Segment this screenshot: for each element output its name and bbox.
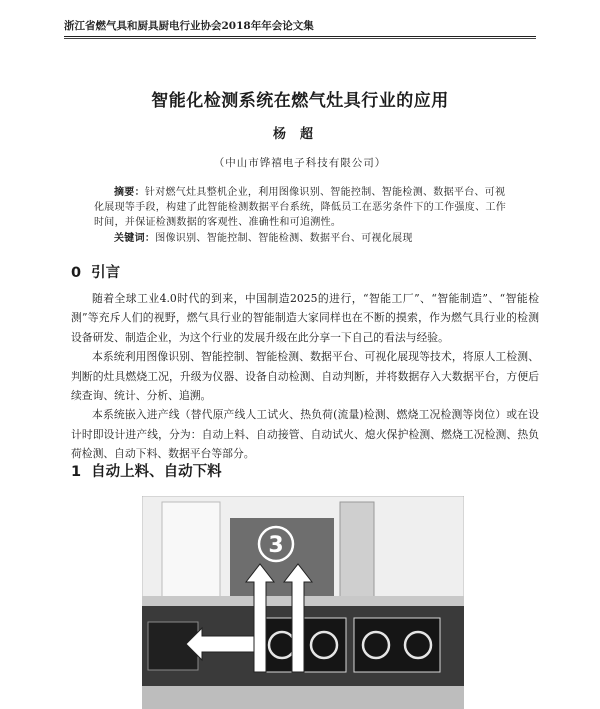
section-heading-0 (71, 261, 120, 282)
section-title: 引言 (91, 265, 121, 281)
keywords-label: 关键词： (114, 233, 156, 244)
section-0-body (71, 289, 539, 464)
section-number: 1 (71, 464, 82, 480)
figure-production-line-photo (142, 496, 464, 709)
abstract-label: 摘要： (114, 187, 145, 198)
paragraph: 本系统利用图像识别、智能控制、智能检测、数据平台、可视化展现等技术，将原人工检测、判断的灶具燃烧工况，升级为仪器、设备自动检测、自动判断，并将数据存入大数据平台，方便后续查询、统计、分析、追溯。 (71, 350, 539, 403)
paragraph: 本系统嵌入进产线（替代原产线人工试火、热负荷(流量)检测、燃烧工况检测等岗位）或在设计时即设计进产线，分为：自动上料、自动接管、自动试火、熄火保护检测、燃烧工况检测、热负荷检测、自动下料、数据平台等部分。 (71, 408, 539, 461)
author-affiliation: （中山市铧禧电子科技有限公司） (213, 157, 387, 169)
stove-unit (354, 618, 440, 672)
author-name: 杨超 (272, 127, 327, 142)
section-number: 0 (71, 265, 82, 281)
keywords (114, 231, 514, 246)
abstract-text: 针对燃气灶具整机企业，利用图像识别、智能控制、智能检测、数据平台、可视化展现等手段，构建了此智能检测数据平台系统，降低员工在恶劣条件下的工作强度、工作时间，并保证检测数据的客观性、准确性和可追溯性。 (94, 187, 506, 228)
station-marker-label: 3 (268, 533, 284, 558)
section-heading-1 (71, 460, 222, 481)
keywords-text: 图像识别、智能控制、智能检测、数据平台、可视化展现 (155, 233, 413, 244)
running-header (64, 18, 536, 37)
abstract (94, 185, 514, 230)
paper-title: 智能化检测系统在燃气灶具行业的应用 (151, 91, 449, 111)
running-header-text: 浙江省燃气具和厨具厨电行业协会2018年年会论文集 (64, 20, 314, 32)
section-title: 自动上料、自动下料 (91, 464, 222, 480)
paragraph: 随着全球工业4.0时代的到来，中国制造2025的进行，“智能工厂”、“智能制造”、“智能检测”等充斥人们的视野，燃气具行业的智能制造大家同样也在不断的摸索，作为燃气具行业的检测设备研发、制造企业，为这个行业的发展升级在此分享一下自己的看法与经验。 (71, 292, 539, 344)
conveyor-base (142, 686, 464, 709)
left-cabinet (162, 502, 220, 602)
header-divider (64, 38, 536, 39)
